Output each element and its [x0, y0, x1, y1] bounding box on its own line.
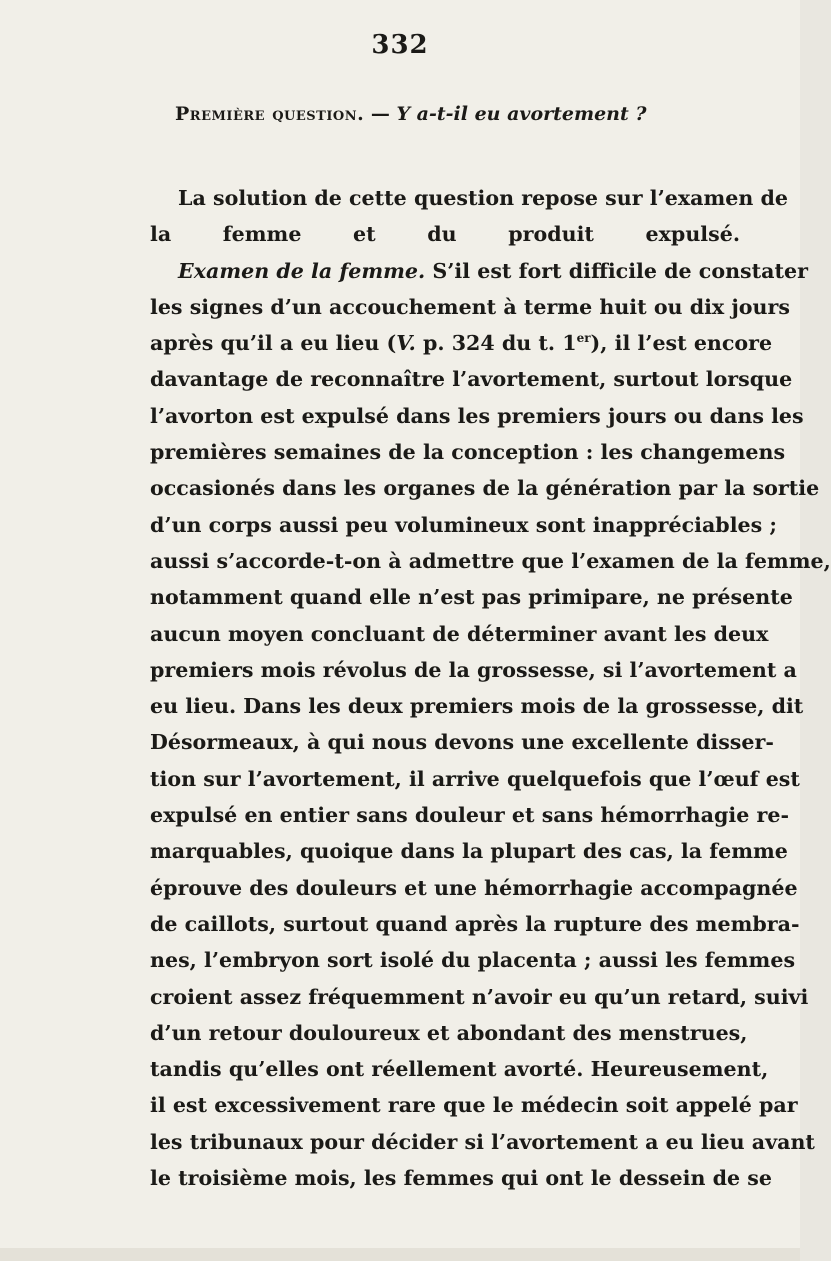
section-heading: [175, 103, 647, 125]
heading-question: Y a-t-il eu avortement ?: [396, 103, 647, 125]
text-line: tandis qu’elles ont réellement avorté. Heureusement,: [150, 1057, 769, 1082]
text-line: il est excessivement rare que le médecin soit appelé par: [150, 1093, 798, 1118]
ref-volume: V.: [396, 331, 416, 356]
ref-mid: p. 324 du t. 1: [415, 331, 577, 356]
text-line: eu lieu. Dans les deux premiers mois de la grossesse, dit: [150, 694, 804, 719]
text-line: l’avorton est expulsé dans les premiers jours ou dans les: [150, 403, 804, 428]
text-line: croient assez fréquemment n’avoir eu qu’un retard, suivi: [150, 984, 809, 1009]
examen-rest: S’il est fort difficile de constater: [425, 258, 808, 283]
text-line: notamment quand elle n’est pas primipare, ne présente: [150, 585, 793, 610]
ref-after: ), il l’est encore: [590, 331, 773, 356]
text-line: la femme et du produit expulsé.: [150, 222, 740, 247]
heading-label: Première question.: [175, 103, 365, 125]
text-line: premières semaines de la conception : les changemens: [150, 440, 786, 465]
page-number: 332: [371, 30, 429, 60]
text-line: aussi s’accorde-t-on à admettre que l’examen de la femme,: [150, 548, 831, 573]
text-line: davantage de reconnaître l’avortement, surtout lorsque: [150, 367, 793, 392]
text-line: premiers mois révolus de la grossesse, si l’avortement a: [150, 657, 797, 682]
text-line: expulsé en entier sans douleur et sans hémorrhagie re-: [150, 803, 789, 828]
text-line: éprouve des douleurs et une hémorrhagie accompagnée: [150, 875, 798, 900]
text-line: de caillots, surtout quand après la rupture des membra-: [150, 911, 800, 936]
text-line: le troisième mois, les femmes qui ont le dessein de se: [150, 1166, 772, 1191]
text-line: d’un retour douloureux et abondant des menstrues,: [150, 1020, 748, 1045]
text-line: tion sur l’avortement, il arrive quelquefois que l’œuf est: [150, 766, 800, 791]
text-line: les signes d’un accouchement à terme huit ou dix jours: [150, 294, 790, 319]
ref-before: après qu’il a eu lieu (: [150, 331, 397, 356]
text-line: marquables, quoique dans la plupart des cas, la femme: [150, 839, 788, 864]
body-text: [150, 180, 831, 1196]
text-line: nes, l’embryon sort isolé du placenta ; aussi les femmes: [150, 948, 796, 973]
text-line-reference: [150, 325, 773, 361]
text-line: La solution de cette question repose sur l’examen de: [178, 186, 789, 210]
heading-dash: —: [364, 103, 397, 125]
examen-italic: Examen de la femme.: [178, 258, 426, 283]
ref-sup: er: [576, 331, 591, 346]
text-line: occasionés dans les organes de la génération par la sortie: [150, 476, 820, 501]
page-bottom-edge: [0, 1248, 800, 1261]
text-line: aucun moyen concluant de déterminer avant les deux: [150, 621, 769, 646]
text-line: d’un corps aussi peu volumineux sont inappréciables ;: [150, 512, 777, 537]
text-line-examen: [150, 253, 808, 289]
text-line: Désormeaux, à qui nous devons une excellente disser-: [150, 730, 774, 755]
text-line: les tribunaux pour décider si l’avortement a eu lieu avant: [150, 1129, 815, 1154]
